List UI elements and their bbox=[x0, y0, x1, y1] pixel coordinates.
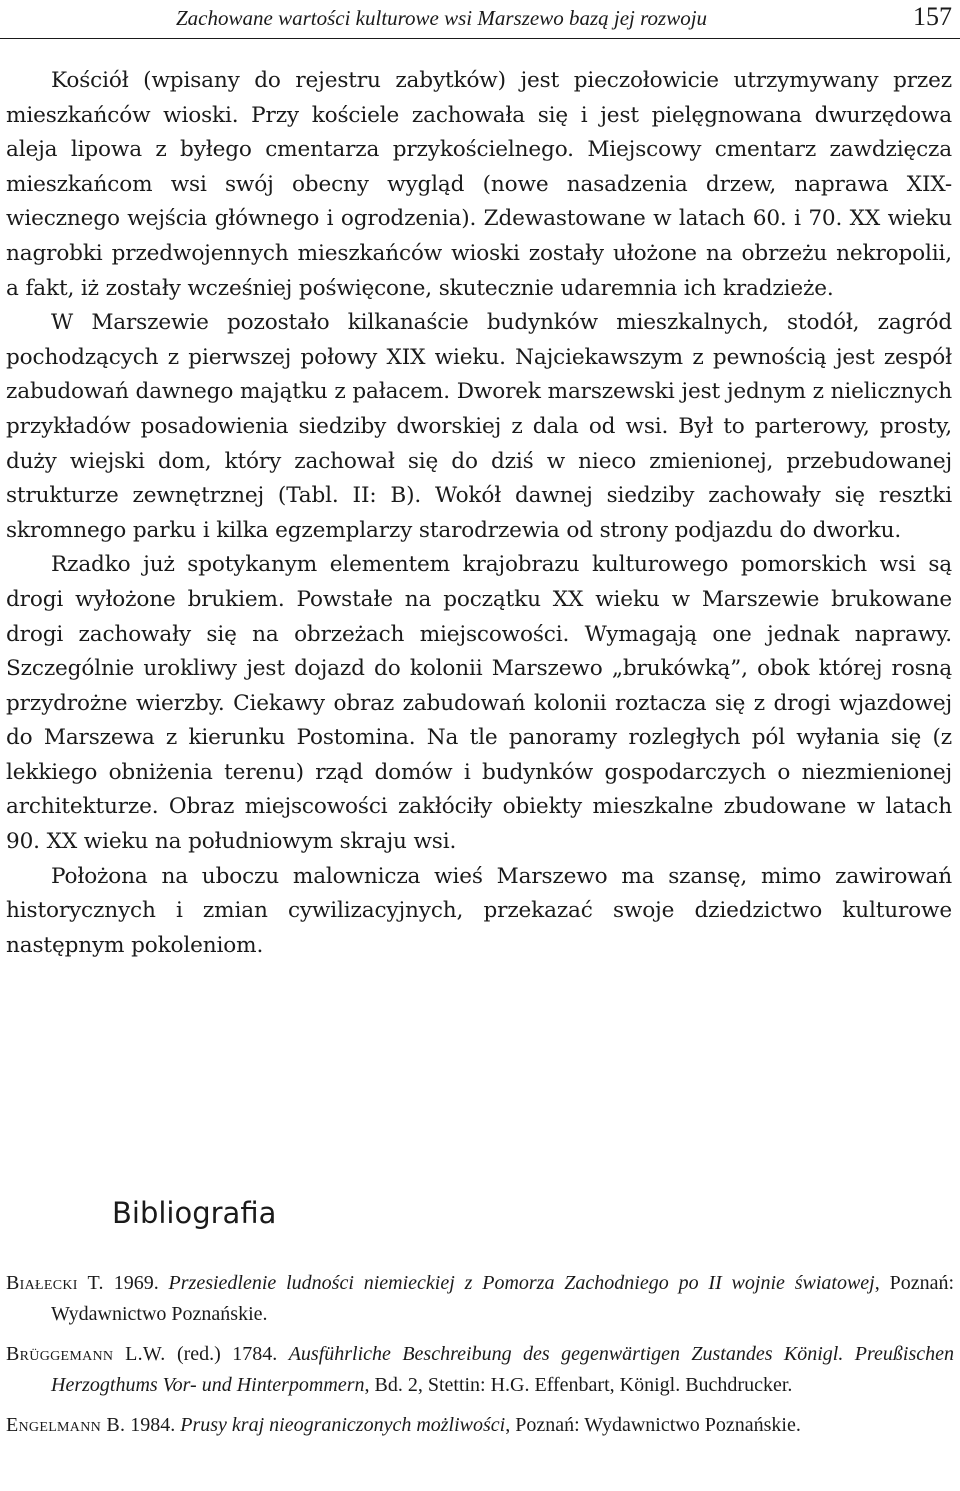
entry-year: (red.) 1784. bbox=[176, 1343, 278, 1365]
entry-title: Ausführliche Beschreibung des gegenwärtigen Zustandes Königl. Preußischen Herzogthums Vor- und Hinterpommern bbox=[51, 1343, 955, 1396]
entry-year: 1969. bbox=[113, 1272, 159, 1294]
running-title: Zachowane wartości kulturowe wsi Marszewo bazą jej rozwoju bbox=[176, 6, 708, 30]
entry-publisher: , Poznań: Wydawnictwo Poznańskie. bbox=[505, 1414, 801, 1436]
bibliography-entry bbox=[6, 1339, 954, 1401]
bibliography-heading: Bibliografia bbox=[112, 1196, 277, 1230]
body-text bbox=[6, 64, 952, 963]
running-header bbox=[0, 0, 960, 36]
entry-year: 1984. bbox=[130, 1414, 176, 1436]
entry-title: Prusy kraj nieograniczonych możliwości bbox=[180, 1414, 506, 1436]
paragraph: Kościół (wpisany do rejestru zabytków) jest pieczołowicie utrzymywany przez mieszkańców wioski. Przy kościele zachowała się i jest pielęgnowana dwurzędowa aleja lipowa z byłego cmentarza przykościelnego. Miejscowy cmentarz zawdzięcza mieszkańcom wsi swój obecny wygląd (nowe nasadzenia drzew, naprawa XIX-wiecznego wejścia głównego i ogrodzenia). Zdewastowane w latach 60. i 70. XX wieku nagrobki przedwojennych mieszkańców wioski zostały ułożone na obrzeżu nekropolii, a fakt, iż zostały wcześniej poświęcone, skutecznie udaremnia ich kradzieże. bbox=[6, 68, 952, 301]
bibliography-list bbox=[6, 1268, 954, 1450]
bibliography-entry bbox=[6, 1410, 954, 1441]
entry-publisher: , Bd. 2, Stettin: H.G. Effenbart, Königl. Buchdrucker. bbox=[364, 1374, 793, 1396]
bibliography-entry bbox=[6, 1268, 954, 1330]
entry-publisher: , Poznań: Wydawnictwo Poznańskie. bbox=[51, 1272, 955, 1325]
paragraph: W Marszewie pozostało kilkanaście budynków mieszkalnych, stodół, zagród pochodzących z pierwszej połowy XIX wieku. Najciekawszym z pewnością jest zespół zabudowań dawnego majątku z pałacem. Dworek marszewski jest jednym z nielicznych przykładów posadowienia siedziby dworskiej z dala od wsi. Był to parterowy, prosty, duży wiejski dom, który zachował się do dziś w nieco zmienionej, przebudowanej strukturze zewnętrznej (Tabl. II: B). Wokół dawnej siedziby zachowały się resztki skromnego parku i kilka egzemplarzy starodrzewia od strony podjazdu do dworku. bbox=[6, 310, 952, 543]
page-number: 157 bbox=[913, 2, 952, 31]
paragraph: Położona na uboczu malownicza wieś Marszewo ma szansę, mimo zawirowań historycznych i zmian cywilizacyjnych, przekazać swoje dziedzictwo kulturowe następnym pokoleniom. bbox=[6, 863, 952, 958]
entry-author: Brüggemann L.W. bbox=[6, 1343, 166, 1365]
header-rule bbox=[0, 38, 960, 39]
entry-title: Przesiedlenie ludności niemieckiej z Pomorza Zachodniego po II wojnie światowej bbox=[168, 1272, 875, 1294]
entry-author: Białecki T. bbox=[6, 1272, 104, 1294]
paragraph: Rzadko już spotykanym elementem krajobrazu kulturowego pomorskich wsi są drogi wyłożone brukiem. Powstałe na początku XX wieku w Marszewie brukowane drogi zachowały się na obrzeżach miejscowości. Wymagają one jednak naprawy. Szczególnie urokliwy jest dojazd do kolonii Marszewo „brukówką”, obok której rosną przydrożne wierzby. Ciekawy obraz zabudowań kolonii roztacza się z drogi wjazdowej do Marszewa z kierunku Postomina. Na tle panoramy rozległych pól wyłania się (z lekkiego obniżenia terenu) rząd domów i budynków gospodarczych o niezmienionej architekturze. Obraz miejscowości zakłóciły obiekty mieszkalne zbudowane w latach 90. XX wieku na południowym skraju wsi. bbox=[6, 552, 952, 855]
entry-author: Engelmann B. bbox=[6, 1414, 126, 1436]
